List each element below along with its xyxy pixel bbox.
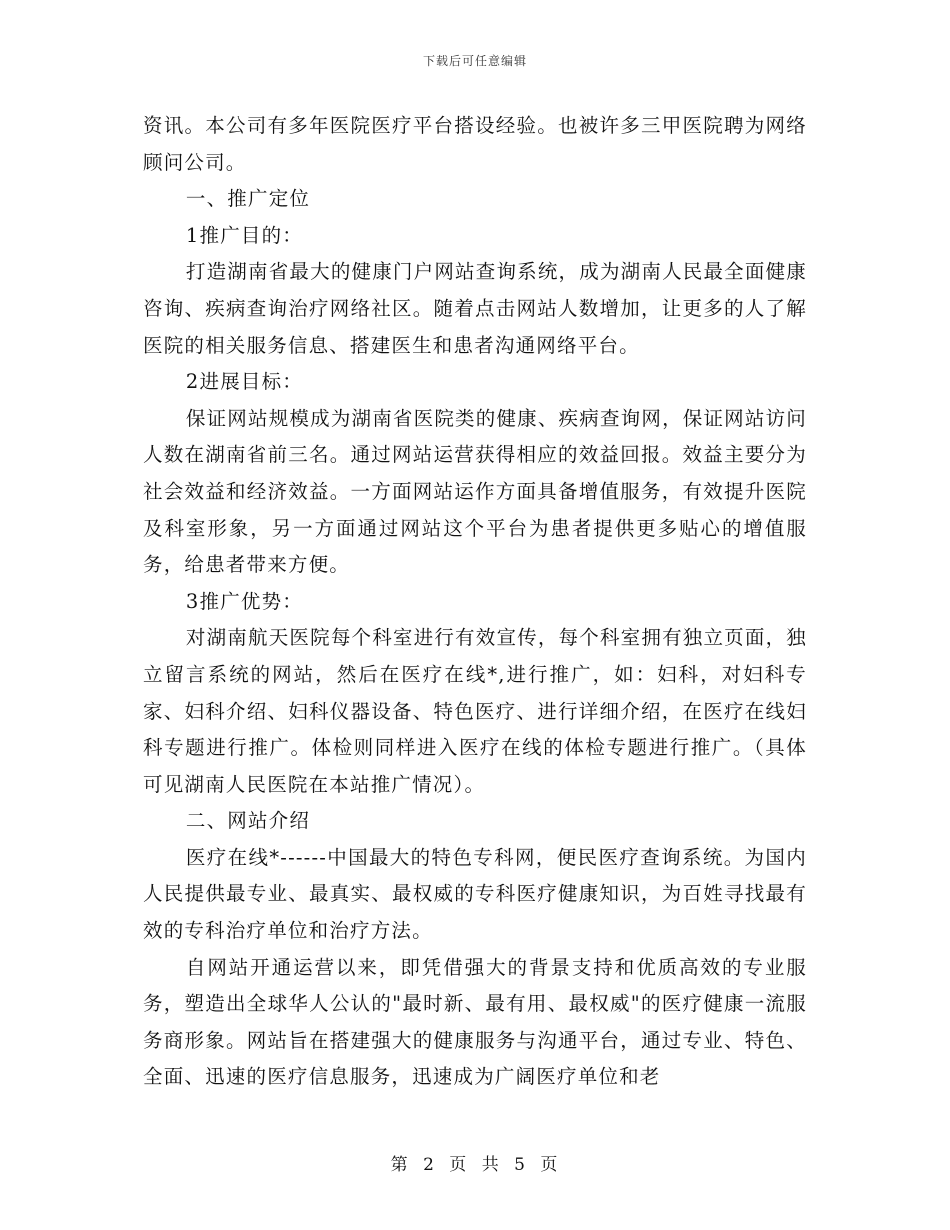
page-footer [0, 1150, 950, 1175]
footer-label-total: 共 [481, 1155, 501, 1175]
footer-label-total-unit: 页 [540, 1155, 560, 1175]
paragraph-goals: 保证网站规模成为湖南省医院类的健康、疾病查询网，保证网站访问人数在湖南省前三名。通过网站运营获得相应的效益回报。效益主要分为社会效益和经济效益。一方面网站运作方面具备增值服务，有效提升医院及科室形象，另一方面通过网站这个平台为患者提供更多贴心的增值服务，给患者带来方便。 [143, 406, 807, 577]
section-heading-positioning: 一、推广定位 [185, 187, 311, 211]
header-text: 下载后可任意编辑 [422, 54, 527, 68]
footer-total-pages: 5 [514, 1155, 527, 1175]
subheading-purpose: 1推广目的： [185, 223, 303, 247]
footer-label-page: 第 [390, 1155, 410, 1175]
paragraph-advantages: 对湖南航天医院每个科室进行有效宣传，每个科室拥有独立页面，独立留言系统的网站，然后在医疗在线*,进行推广，如：妇科，对妇科专家、妇科介绍、妇科仪器设备、特色医疗、进行详细介绍，在医疗在线妇科专题进行推广。体检则同样进入医疗在线的体检专题进行推广。（具体可见湖南人民医院在本站推广情况）。 [143, 626, 807, 796]
paragraph-purpose: 打造湖南省最大的健康门户网站查询系统，成为湖南人民最全面健康咨询、疾病查询治疗网络社区。随着点击网站人数增加，让更多的人了解医院的相关服务信息、搭建医生和患者沟通网络平台。 [143, 260, 807, 357]
section-heading-website: 二、网站介绍 [185, 809, 311, 833]
subheading-advantages: 3推广优势： [185, 589, 303, 613]
footer-current-page: 2 [423, 1155, 436, 1175]
footer-label-page-unit: 页 [449, 1155, 469, 1175]
document-body [143, 108, 807, 1096]
paragraph-1: 资讯。本公司有多年医院医疗平台搭设经验。也被许多三甲医院聘为网络顾问公司。 [143, 114, 807, 174]
page-header [0, 52, 950, 69]
paragraph-website-history: 自网站开通运营以来，即凭借强大的背景支持和优质高效的专业服务，塑造出全球华人公认的"最时新、最有用、最权威"的医疗健康一流服务商形象。网站旨在搭建强大的健康服务与沟通平台，通过专业、特色、全面、迅速的医疗信息服务，迅速成为广阔医疗单位和老 [143, 955, 807, 1089]
subheading-goals: 2进展目标： [185, 370, 303, 394]
paragraph-website-intro: 医疗在线*------中国最大的特色专科网，便民医疗查询系统。为国内人民提供最专业、最真实、最权威的专科医疗健康知识，为百姓寻找最有效的专科治疗单位和治疗方法。 [143, 845, 807, 943]
